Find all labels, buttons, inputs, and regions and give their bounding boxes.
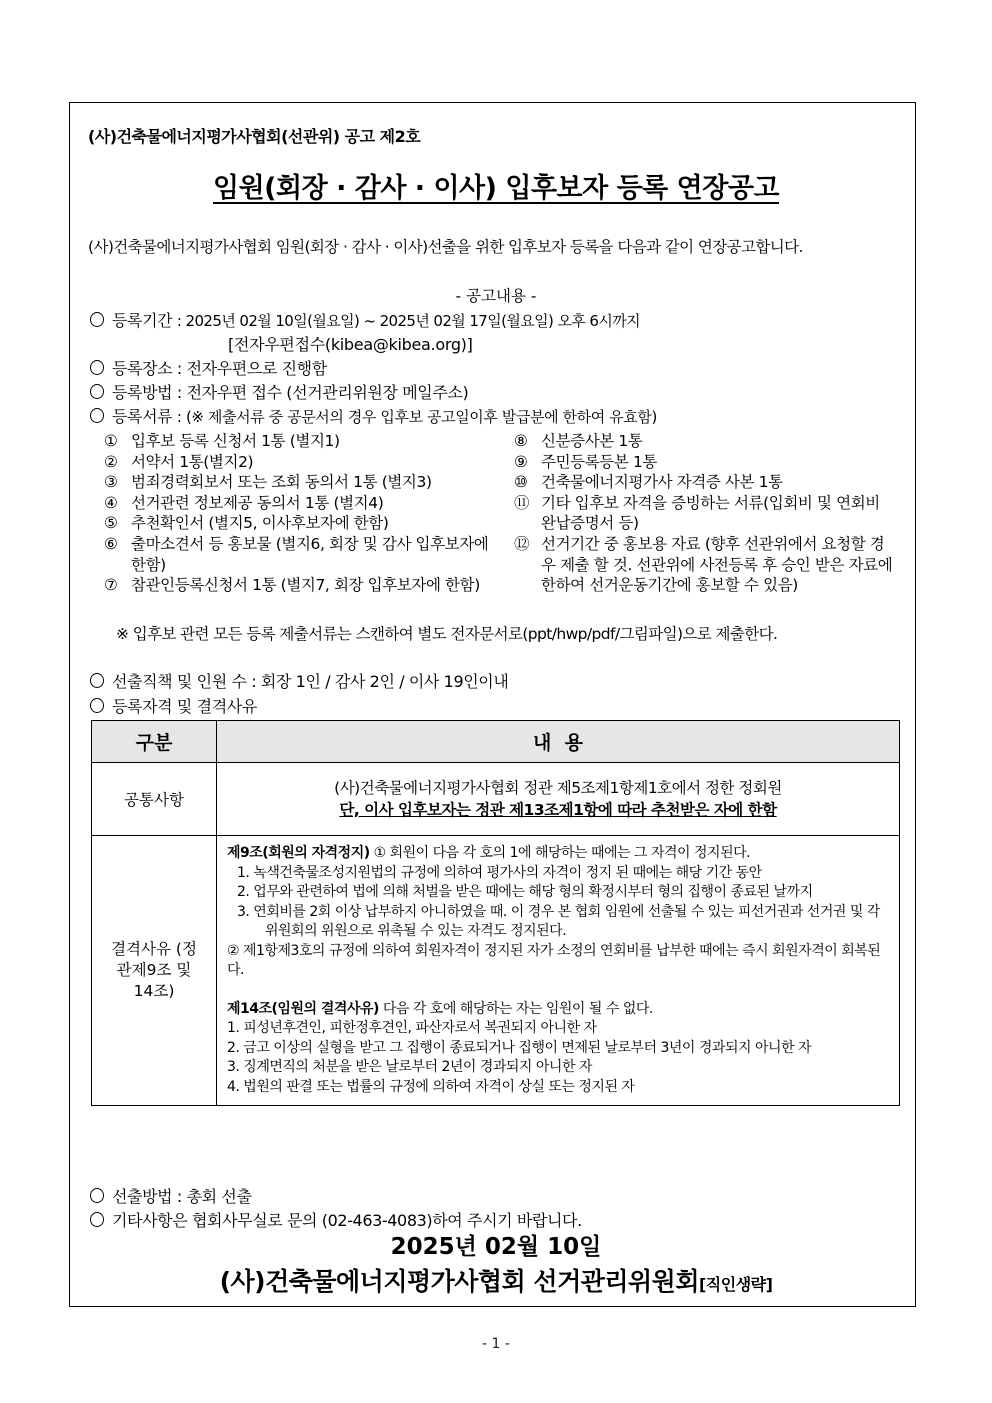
disqualification-content <box>217 836 900 1106</box>
document-item: ② 서약서 1통(별지2) <box>104 452 254 471</box>
document-item: ⑩ 건축물에너지평가사 자격증 사본 1통 <box>514 473 783 492</box>
article14-intro: 제14조(임원의 결격사유) 다음 각 호에 해당하는 자는 임원이 될 수 없다. <box>227 1000 653 1017</box>
article9-item: 1. 녹색건축물조성지원법의 규정에 의하여 평가사의 자격이 정지 된 때에는 해당 기간 동안 <box>237 864 762 881</box>
intro-paragraph: (사)건축물에너지평가사협회 임원(회장 · 감사 · 이사)선출을 위한 입후보자 등록을 다음과 같이 연장공고합니다. <box>88 238 803 256</box>
contact-line: 기타사항은 협회사무실로 문의 (02-463-4083)하여 주시기 바랍니다. <box>90 1208 582 1231</box>
document-item: ⑪ 기타 입후보 자격을 증빙하는 서류(입회비 및 연회비 완납증명서 등) <box>514 493 880 533</box>
table-row-common <box>92 763 900 836</box>
row-label-common: 공통사항 <box>92 763 217 836</box>
document-item: ⑥ 출마소견서 등 홍보물 (별지6, 회장 및 감사 입후보자에 한함) <box>104 534 489 574</box>
article9-item: 3. 연회비를 2회 이상 납부하지 아니하였을 때. 이 경우 본 협회 임원에 선출될 수 있는 피선거권과 선거권 및 각 위원회의 위원으로 위촉될 수 있는 자격도 정지된다. <box>237 903 880 939</box>
table-row-disqualification <box>92 836 900 1106</box>
row-label-disqualification: 결격사유 (정관제9조 및 14조) <box>92 836 217 1106</box>
circle-bullet-icon <box>90 1212 104 1227</box>
election-method: 선출방법 : 총회 선출 <box>90 1184 252 1207</box>
article14-item: 2. 금고 이상의 실형을 받고 그 집행이 종료되거나 집행이 면제된 날로부터 3년이 경과되지 아니한 자 <box>227 1039 812 1056</box>
article14-item: 3. 징계면직의 처분을 받은 날로부터 2년이 경과되지 아니한 자 <box>227 1059 592 1075</box>
positions-line: 선출직책 및 인원 수 : 회장 1인 / 감사 2인 / 이사 19인이내 <box>90 669 508 692</box>
document-item: ⑦ 참관인등록신청서 1통 (별지7, 회장 입후보자에 한함) <box>104 576 480 595</box>
page-number: - 1 - <box>482 1336 510 1352</box>
table-header-row <box>92 721 900 763</box>
registration-place: 등록장소 : 전자우편으로 진행함 <box>90 356 327 379</box>
section-heading: - 공고내용 - <box>455 287 537 305</box>
common-content: (사)건축물에너지평가사협회 정관 제5조제1항제1호에서 정한 정회원 단, 이사 입후보자는 정관 제13조제1항에 따라 추천받은 자에 한함 <box>217 763 900 836</box>
document-item: ⑧ 신분증사본 1통 <box>514 432 643 450</box>
submission-note: ※ 입후보 관련 모든 등록 제출서류는 스캔하여 별도 전자문서로(ppt/hwp/pdf/그림파일)으로 제출한다. <box>116 625 778 643</box>
registration-period: 등록기간 : 2025년 02월 10일(월요일) ~ 2025년 02월 17일(월요일) 오후 6시까지 <box>90 308 640 331</box>
document-item: ⑤ 추천확인서 (별지5, 이사후보자에 한함) <box>104 514 389 533</box>
circle-bullet-icon <box>90 1188 104 1203</box>
document-item: ① 입후보 등록 신청서 1통 (별지1) <box>104 432 340 450</box>
registration-email: [전자우편접수(kibea@kibea.org)] <box>228 335 473 354</box>
circle-bullet-icon <box>90 360 104 375</box>
article9-paragraph2: ② 제1항제3호의 규정에 의하여 회원자격이 정지된 자가 소정의 연회비를 납부한 때에는 즉시 회원자격이 회복된다. <box>227 942 881 978</box>
article14-item: 1. 피성년후견인, 피한정후견인, 파산자로서 복권되지 아니한 자 <box>227 1020 597 1036</box>
circle-bullet-icon <box>90 673 104 688</box>
registration-method: 등록방법 : 전자우편 접수 (선거관리위원장 메일주소) <box>90 380 468 403</box>
notice-number: (사)건축물에너지평가사협회(선관위) 공고 제2호 <box>88 127 421 146</box>
circle-bullet-icon <box>90 384 104 399</box>
article9-intro: 제9조(회원의 자격정지) ① 회원이 다음 각 호의 1에 해당하는 때에는 그 자격이 정지된다. <box>227 845 751 861</box>
document-item: ④ 선거관련 정보제공 동의서 1통 (별지4) <box>104 493 384 512</box>
issuing-organization: (사)건축물에너지평가사협회 선거관리위원회[직인생략] <box>219 1267 773 1296</box>
column-header-content: 내 용 <box>217 721 900 763</box>
documents-list-left <box>104 431 496 596</box>
document-item: ⑫ 선거기간 중 홍보용 자료 (향후 선관위에서 요청할 경우 제출 할 것. 선관위에 사전등록 후 승인 받은 자료에 한하여 선거운동기간에 홍보할 수 있음) <box>514 534 893 595</box>
qualification-table <box>91 720 900 1106</box>
document-item: ③ 범죄경력회보서 또는 조회 동의서 1통 (별지3) <box>104 473 432 492</box>
registration-documents: 등록서류 : (※ 제출서류 중 공문서의 경우 입후보 공고일이후 발급분에 한하여 유효함) <box>90 404 657 427</box>
seal-omitted-note: [직인생략] <box>698 1275 773 1294</box>
document-item: ⑨ 주민등록등본 1통 <box>514 452 658 471</box>
circle-bullet-icon <box>90 698 104 713</box>
column-header-category: 구분 <box>92 721 217 763</box>
documents-list-right <box>514 431 894 596</box>
page-title: 임원(회장 · 감사 · 이사) 입후보자 등록 연장공고 <box>213 173 779 204</box>
circle-bullet-icon <box>90 408 104 423</box>
qualification-heading: 등록자격 및 결격사유 <box>90 694 257 717</box>
notice-date: 2025년 02월 10일 <box>390 1234 602 1260</box>
article14-item: 4. 법원의 판결 또는 법률의 규정에 의하여 자격이 상실 또는 정지된 자 <box>227 1078 635 1095</box>
article9-item: 2. 업무와 관련하여 법에 의해 처벌을 받은 때에는 해당 형의 확정시부터 형의 집행이 종료된 날까지 <box>237 884 813 900</box>
circle-bullet-icon <box>90 312 104 327</box>
